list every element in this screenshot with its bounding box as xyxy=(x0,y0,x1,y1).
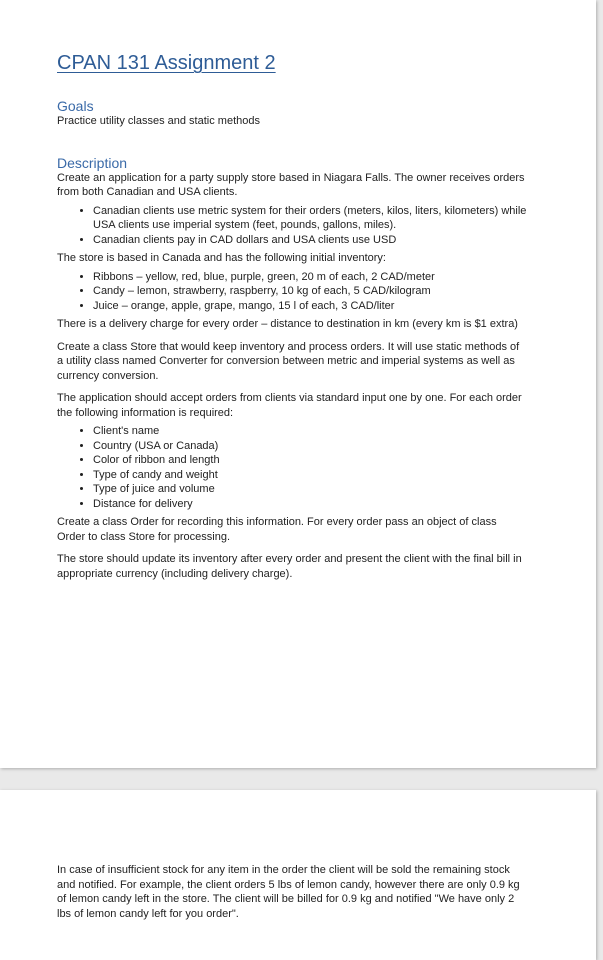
inventory-intro: The store is based in Canada and has the following initial inventory: xyxy=(57,252,386,264)
list-item: • Candy – lemon, strawberry, raspberry, 10 kg of each, 5 CAD/kilogram xyxy=(93,284,527,299)
goals-text: Practice utility classes and static methods xyxy=(57,115,260,127)
list-item: • Canadian clients pay in CAD dollars and USA clients use USD xyxy=(93,233,527,248)
page-2-content xyxy=(57,863,527,929)
input-intro-paragraph: The application should accept orders from clients via standard input one by one. For each order the following information is required: xyxy=(57,392,522,419)
list-item: • Canadian clients use metric system for their orders (meters, kilos, liters, kilometers) while USA clients use imperial system (feet, pounds, gallons, miles). xyxy=(93,204,527,233)
delivery-paragraph: There is a delivery charge for every order – distance to destination in km (every km is $1 extra) xyxy=(57,318,518,330)
required-info-list xyxy=(57,424,527,511)
list-item: • Distance for delivery xyxy=(93,497,527,512)
list-item: • Type of candy and weight xyxy=(93,468,527,483)
description-intro: Create an application for a party supply store based in Niagara Falls. The owner receives orders from both Canadian and USA clients. xyxy=(57,171,525,198)
description-heading: Description xyxy=(57,154,128,171)
client-notes-list xyxy=(57,204,527,248)
list-item: • Country (USA or Canada) xyxy=(93,439,527,454)
page-1-content xyxy=(57,50,527,589)
list-item: • Client's name xyxy=(93,424,527,439)
inventory-list xyxy=(57,270,527,314)
list-item: • Ribbons – yellow, red, blue, purple, green, 20 m of each, 2 CAD/meter xyxy=(93,270,527,285)
order-class-paragraph: Create a class Order for recording this information. For every order pass an object of class Order to class Store for processing. xyxy=(57,516,497,543)
goals-heading: Goals xyxy=(57,98,94,114)
list-item: • Color of ribbon and length xyxy=(93,453,527,468)
store-class-paragraph: Create a class Store that would keep inventory and process orders. It will use static methods of a utility class named Converter for conversion between metric and imperial systems as well as currency conversion. xyxy=(57,340,520,382)
update-inventory-paragraph: The store should update its inventory after every order and present the client with the final bill in appropriate currency (including delivery charge). xyxy=(57,553,522,580)
document-page-2 xyxy=(0,790,596,960)
insufficient-stock-paragraph: In case of insufficient stock for any item in the order the client will be sold the remaining stock and notified. For example, the client orders 5 lbs of lemon candy, however there are only 0.9 kg of lemon candy left in the store. The client will be billed for 0.9 kg and notified "We have only 2 lbs of lemon candy left for you order". xyxy=(57,864,520,920)
document-title: CPAN 131 Assignment 2 xyxy=(57,52,276,74)
list-item: • Type of juice and volume xyxy=(93,482,527,497)
list-item: • Juice – orange, apple, grape, mango, 15 l of each, 3 CAD/liter xyxy=(93,299,527,314)
